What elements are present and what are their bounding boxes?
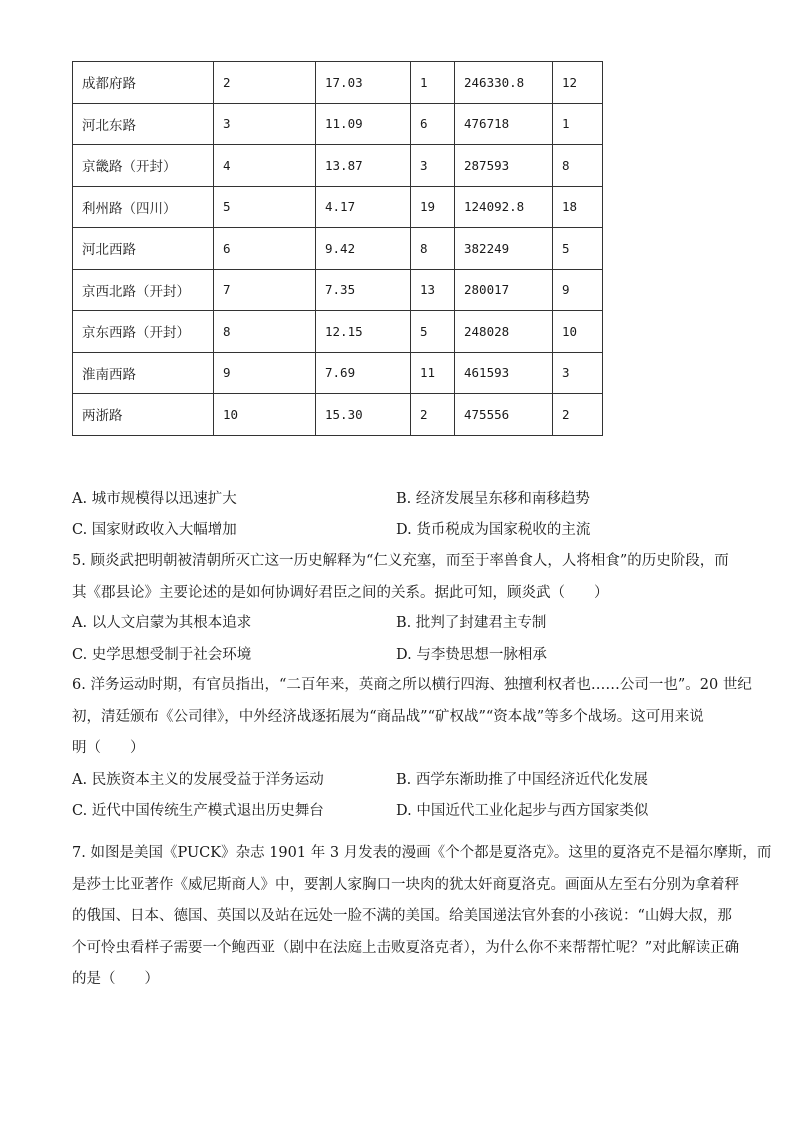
table-row (73, 186, 603, 228)
q4-option-c[interactable]: C. 国家财政收入大幅增加 (72, 522, 237, 538)
table-row (73, 269, 603, 311)
table-cell-value-a: 7.35 (316, 269, 411, 311)
table-cell-value-b: 280017 (455, 269, 553, 311)
table-cell-rank-c: 3 (553, 352, 603, 394)
q6-stem-line-1: 6. 洋务运动时期，有官员指出，“二百年来，英商之所以横行四海、独擅利权者也……公司一也”。20 世纪 (72, 677, 752, 693)
q7-stem-line-1: 7. 如图是美国《PUCK》杂志 1901 年 3 月发表的漫画《个个都是夏洛克》。这里的夏洛克不是福尔摩斯，而 (72, 845, 772, 861)
table-cell-region: 成都府路 (73, 62, 214, 104)
q5-option-d[interactable]: D. 与李贽思想一脉相承 (396, 647, 547, 663)
table-cell-value-a: 11.09 (316, 103, 411, 145)
table-cell-value-b: 246330.8 (455, 62, 553, 104)
q7-stem-line-3: 的俄国、日本、德国、英国以及站在远处一脸不满的美国。给美国递法官外套的小孩说：“山姆大叔，那 (72, 908, 732, 924)
table-cell-rank-b: 8 (411, 228, 455, 270)
table-cell-rank-a: 4 (214, 145, 316, 187)
table-cell-region: 河北西路 (73, 228, 214, 270)
table-row (73, 352, 603, 394)
table-cell-rank-a: 8 (214, 311, 316, 353)
table-cell-region: 京西北路（开封） (73, 269, 214, 311)
q4-options-row-2 (72, 515, 724, 546)
table-cell-region: 两浙路 (73, 394, 214, 436)
table-row (73, 62, 603, 104)
table-cell-rank-a: 5 (214, 186, 316, 228)
table-cell-rank-c: 1 (553, 103, 603, 145)
table-cell-rank-b: 2 (411, 394, 455, 436)
table-cell-rank-c: 9 (553, 269, 603, 311)
table-row (73, 394, 603, 436)
table-cell-region: 京东西路（开封） (73, 311, 214, 353)
table-row (73, 311, 603, 353)
table-cell-value-b: 287593 (455, 145, 553, 187)
table-cell-value-a: 17.03 (316, 62, 411, 104)
q4-option-b[interactable]: B. 经济发展呈东移和南移趋势 (396, 491, 590, 507)
table-cell-rank-a: 10 (214, 394, 316, 436)
table-cell-rank-b: 5 (411, 311, 455, 353)
table-cell-value-a: 15.30 (316, 394, 411, 436)
q6-stem (72, 670, 752, 765)
q6-option-a[interactable]: A. 民族资本主义的发展受益于洋务运动 (72, 772, 324, 788)
region-data-table (72, 61, 603, 436)
table-cell-rank-c: 12 (553, 62, 603, 104)
q6-stem-line-2: 初，清廷颁布《公司律》，中外经济战逐拓展为“商品战”“矿权战”“资本战”等多个战场。这可用来说 (72, 708, 704, 725)
table-cell-value-b: 475556 (455, 394, 553, 436)
q7-stem-line-2: 是莎士比亚著作《威尼斯商人》中，要割人家胸口一块肉的犹太奸商夏洛克。画面从左至右分别为拿着秤 (72, 876, 739, 893)
table-cell-rank-c: 2 (553, 394, 603, 436)
q4-options-row-1 (72, 484, 724, 515)
table-cell-rank-c: 5 (553, 228, 603, 270)
table-cell-value-b: 461593 (455, 352, 553, 394)
table-cell-rank-b: 1 (411, 62, 455, 104)
table-row (73, 145, 603, 187)
table-cell-region: 利州路（四川） (73, 186, 214, 228)
table-cell-region: 淮南西路 (73, 352, 214, 394)
q5-stem (72, 546, 729, 609)
table-cell-rank-b: 13 (411, 269, 455, 311)
table-cell-value-b: 124092.8 (455, 186, 553, 228)
q7-stem-line-4: 个可怜虫看样子需要一个鲍西亚（剧中在法庭上击败夏洛克者），为什么你不来帮帮忙呢？”对此解读正确 (72, 939, 740, 956)
table-cell-region: 河北东路 (73, 103, 214, 145)
q6-option-c[interactable]: C. 近代中国传统生产模式退出历史舞台 (72, 803, 324, 819)
q7-stem (72, 838, 772, 996)
q6-option-b[interactable]: B. 西学东渐助推了中国经济近代化发展 (396, 772, 648, 788)
table-cell-value-a: 9.42 (316, 228, 411, 270)
table-row (73, 103, 603, 145)
table-cell-rank-b: 19 (411, 186, 455, 228)
q6-stem-line-3: 明（ ） (72, 740, 145, 756)
q4-option-a[interactable]: A. 城市规模得以迅速扩大 (72, 491, 237, 507)
q5-options-row-1 (72, 608, 724, 639)
table-cell-rank-c: 8 (553, 145, 603, 187)
table-cell-rank-b: 11 (411, 352, 455, 394)
table-row (73, 228, 603, 270)
table-cell-rank-a: 6 (214, 228, 316, 270)
q5-options-row-2 (72, 640, 724, 671)
q5-option-c[interactable]: C. 史学思想受制于社会环境 (72, 647, 252, 663)
table-body (73, 62, 603, 436)
table-cell-rank-a: 3 (214, 103, 316, 145)
q5-option-b[interactable]: B. 批判了封建君主专制 (396, 615, 547, 631)
table-cell-value-a: 13.87 (316, 145, 411, 187)
q5-stem-line-1: 5. 顾炎武把明朝被清朝所灭亡这一历史解释为“仁义充塞，而至于率兽食人，人将相食”的历史阶段，而 (72, 553, 729, 569)
table-cell-rank-a: 2 (214, 62, 316, 104)
table-cell-rank-b: 3 (411, 145, 455, 187)
table-cell-rank-a: 7 (214, 269, 316, 311)
table-cell-rank-a: 9 (214, 352, 316, 394)
table-cell-value-a: 4.17 (316, 186, 411, 228)
table-cell-rank-c: 10 (553, 311, 603, 353)
q7-stem-line-5: 的是（ ） (72, 971, 159, 987)
q5-option-a[interactable]: A. 以人文启蒙为其根本追求 (72, 615, 252, 631)
table-cell-value-b: 476718 (455, 103, 553, 145)
q6-options-row-1 (72, 765, 724, 796)
table-cell-value-b: 382249 (455, 228, 553, 270)
table-cell-value-a: 7.69 (316, 352, 411, 394)
table-cell-value-b: 248028 (455, 311, 553, 353)
table-cell-region: 京畿路（开封） (73, 145, 214, 187)
q6-option-d[interactable]: D. 中国近代工业化起步与西方国家类似 (396, 803, 649, 819)
table-cell-rank-c: 18 (553, 186, 603, 228)
q5-stem-line-2: 其《郡县论》主要论述的是如何协调好君臣之间的关系。据此可知，顾炎武（ ） (72, 584, 609, 601)
q6-options-row-2 (72, 796, 724, 827)
table-cell-rank-b: 6 (411, 103, 455, 145)
q4-option-d[interactable]: D. 货币税成为国家税收的主流 (396, 522, 591, 538)
table-cell-value-a: 12.15 (316, 311, 411, 353)
